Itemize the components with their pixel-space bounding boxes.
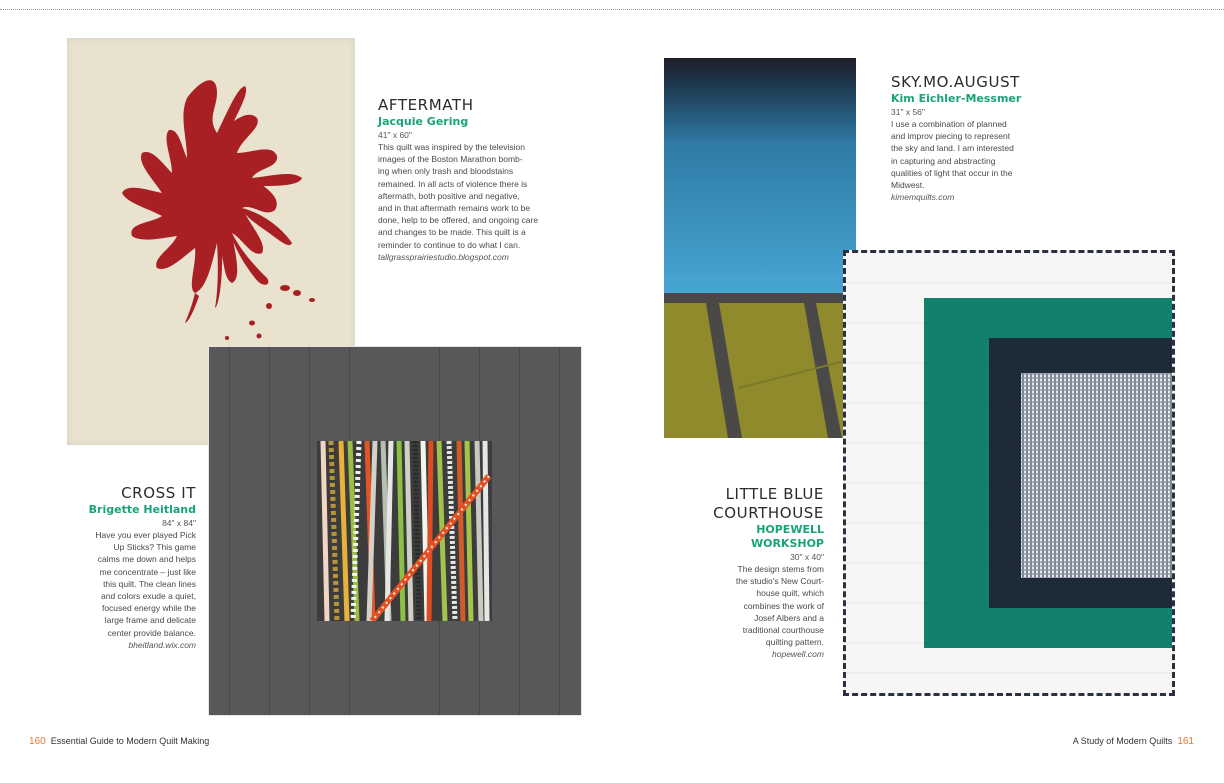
- right-page-number: 161: [1177, 736, 1194, 747]
- description-line: large frame and delicate: [104, 615, 196, 626]
- cross-it-description: [50, 529, 196, 639]
- left-page-number: 160: [29, 736, 46, 747]
- cross-it-dimensions: 84" x 84": [162, 518, 196, 528]
- description-line: aftermath, both positive and negative,: [378, 190, 520, 201]
- sky-mo-august-url[interactable]: kimemquilts.com: [891, 192, 955, 203]
- little-blue-courthouse-dimensions: 30" x 40": [790, 552, 824, 562]
- description-line: this quilt. The clean lines: [103, 578, 196, 589]
- quilting-seam: [229, 347, 230, 715]
- description-line: and in that aftermath remains work to be: [378, 203, 531, 214]
- description-line: reminder to continue to do what I can.: [378, 239, 521, 250]
- sky-mo-august-quilt-image: [664, 58, 856, 438]
- description-line: me concentrate – just like: [99, 566, 196, 577]
- little-blue-courthouse-author: [690, 523, 824, 551]
- title-line: LITTLE BLUE: [725, 485, 824, 503]
- little-blue-courthouse-url[interactable]: hopewell.com: [772, 649, 824, 660]
- right-running-title: A Study of Modern Quilts: [1072, 736, 1173, 746]
- right-page-footer: [1073, 735, 1194, 748]
- little-blue-courthouse-description: [690, 563, 824, 648]
- description-line: center provide balance.: [107, 627, 196, 638]
- title-line: COURTHOUSE: [713, 504, 824, 522]
- description-line: done, help to be offered, and ongoing care: [378, 215, 539, 226]
- description-line: calms me down and helps: [97, 554, 196, 565]
- quilting-seam: [309, 347, 310, 715]
- description-line: quilting pattern.: [765, 637, 824, 648]
- top-dotted-rule: [0, 9, 1224, 10]
- left-running-title: Essential Guide to Modern Quilt Making: [50, 736, 210, 746]
- description-line: house quilt, which: [756, 588, 824, 599]
- description-line: ing when only trash and bloodstains: [378, 166, 514, 177]
- description-line: remained. In all acts of violence there is: [378, 178, 528, 189]
- description-line: This quilt was inspired by the television: [378, 142, 525, 152]
- description-line: the sky and land. I am interested: [891, 143, 1014, 154]
- author-line: HOPEWELL: [756, 523, 824, 536]
- description-line: traditional courthouse: [742, 625, 824, 636]
- description-line: qualities of light that occur in the: [891, 167, 1013, 178]
- aftermath-title: AFTERMATH: [378, 96, 474, 114]
- description-line: combines the work of: [743, 600, 824, 611]
- little-blue-courthouse-quilt-image: [843, 250, 1175, 696]
- sky-and-land-scene: [664, 58, 856, 438]
- cross-it-url[interactable]: bheitland.wix.com: [128, 639, 196, 650]
- cross-it-quilt-image: [208, 346, 582, 716]
- little-blue-courthouse-title: [690, 485, 824, 523]
- cross-it-author: Brigette Heitland: [88, 503, 196, 516]
- description-line: Josef Albers and a: [754, 612, 824, 623]
- aftermath-description: [378, 141, 578, 251]
- aftermath-caption: [378, 96, 578, 263]
- description-line: images of the Boston Marathon bomb-: [378, 154, 523, 165]
- quilting-seam: [519, 347, 520, 715]
- sky-mo-august-dimensions: 31" x 56": [891, 107, 925, 117]
- quilting-seam: [559, 347, 560, 715]
- author-line: WORKSHOP: [750, 537, 824, 550]
- description-line: and improv piecing to represent: [891, 131, 1011, 142]
- aftermath-url[interactable]: tallgrassprairiestudio.blogspot.com: [378, 251, 509, 262]
- cross-it-caption: [50, 484, 196, 651]
- pick-up-sticks-center: [317, 441, 492, 621]
- description-line: focused energy while the: [101, 603, 196, 614]
- sky-mo-august-caption: [891, 73, 1051, 203]
- description-line: and colors exude a quiet,: [101, 591, 196, 602]
- courthouse-blocks: [846, 253, 1172, 693]
- description-line: and changes to be made. This quilt is a: [378, 227, 526, 238]
- sky-mo-august-description: [891, 118, 1051, 191]
- cross-it-title: CROSS IT: [121, 484, 196, 502]
- description-line: Midwest.: [891, 180, 925, 191]
- description-line: The design stems from: [737, 564, 824, 574]
- aftermath-author: Jacquie Gering: [378, 115, 469, 128]
- little-blue-courthouse-caption: [690, 485, 824, 660]
- description-line: in capturing and abstracting: [891, 155, 996, 166]
- sky-mo-august-title: SKY.MO.AUGUST: [891, 73, 1020, 91]
- aftermath-dimensions: 41" x 60": [378, 130, 412, 140]
- description-line: the studio's New Court-: [735, 576, 824, 587]
- description-line: Have you ever played Pick: [95, 530, 196, 540]
- description-line: Up Sticks? This game: [113, 542, 196, 553]
- left-page-footer: [29, 735, 209, 748]
- quilting-seam: [269, 347, 270, 715]
- description-line: I use a combination of planned: [891, 119, 1007, 129]
- sky-mo-august-author: Kim Eichler-Messmer: [891, 92, 1022, 105]
